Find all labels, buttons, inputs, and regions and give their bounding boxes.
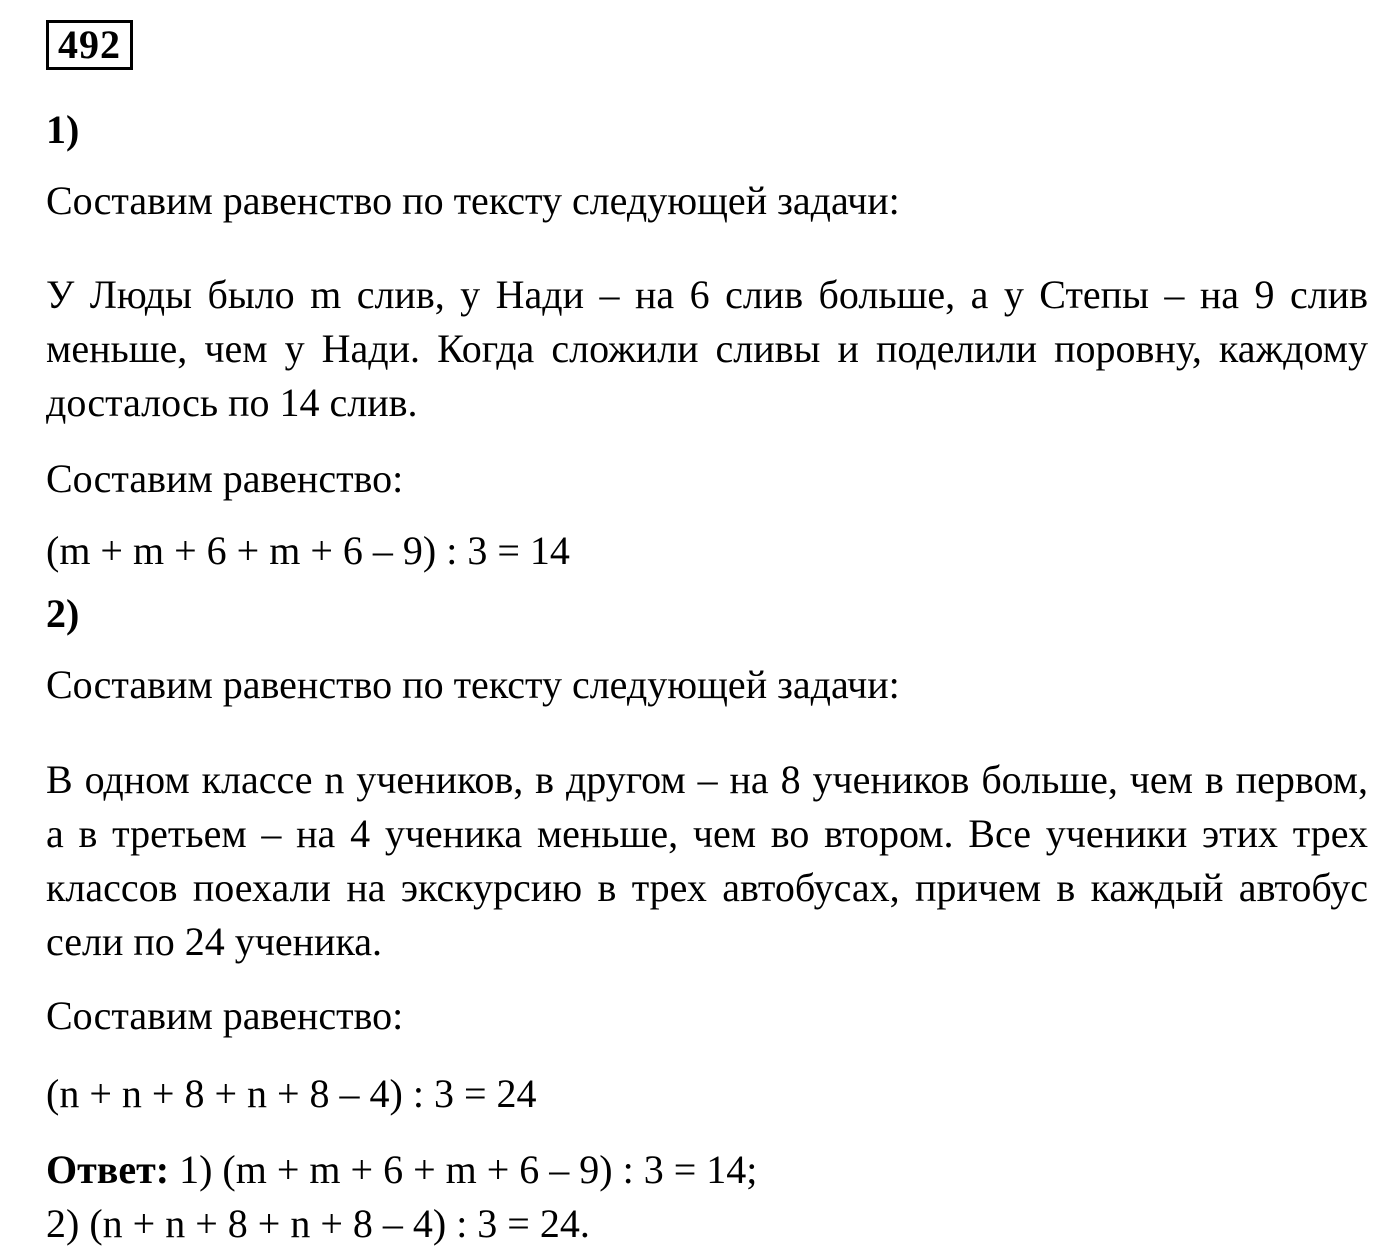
part-1-intro: Составим равенство по тексту следующей задачи: <box>46 178 900 223</box>
part-1-label: 1) <box>46 107 80 152</box>
part-1-problem-text: У Люды было m слив, у Нади – на 6 слив больше, а у Степы – на 9 слив меньше, чем у Нади. Когда сложили сливы и поделили поровну, каждому досталось по 14 слив. <box>46 272 1368 425</box>
answer-part-1: 1) (m + m + 6 + m + 6 – 9) : 3 = 14; <box>179 1147 758 1192</box>
part-1-equation-intro: Составим равенство: <box>46 456 404 501</box>
part-2-intro: Составим равенство по тексту следующей задачи: <box>46 662 900 707</box>
task-number-box: 492 <box>46 20 133 70</box>
answer-line-1 <box>46 1147 757 1193</box>
part-2-equation: (n + n + 8 + n + 8 – 4) : 3 = 24 <box>46 1071 537 1116</box>
part-2-problem-text: В одном классе n учеников, в другом – на 8 учеников больше, чем в первом, а в третьем – на 4 ученика меньше, чем во втором. Все ученики этих трех классов поехали на экскурсию в трех автобусах, причем в каждый автобус сели по 24 ученика. <box>46 757 1368 964</box>
part-2-label: 2) <box>46 591 80 636</box>
part-1-equation: (m + m + 6 + m + 6 – 9) : 3 = 14 <box>46 528 570 573</box>
answer-line-2: 2) (n + n + 8 + n + 8 – 4) : 3 = 24. <box>46 1201 590 1246</box>
part-2-equation-intro: Составим равенство: <box>46 993 404 1038</box>
answer-label: Ответ: <box>46 1147 170 1192</box>
